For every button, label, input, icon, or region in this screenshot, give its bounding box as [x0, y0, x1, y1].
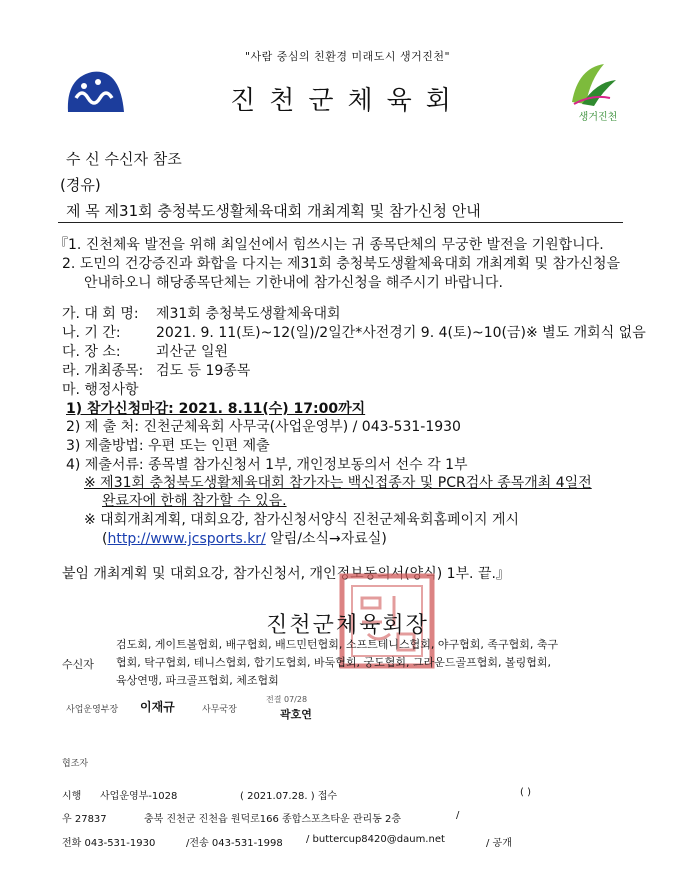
attachment-line: 붙임 개최계획 및 대회요강, 참가신청서, 개인정보동의서(양식) 1부. 끝.』	[62, 566, 510, 582]
admin-note-vaccine-cont: 완료자에 한해 참가할 수 있음.	[102, 493, 287, 509]
approval-role-2: 사무국장	[202, 705, 237, 715]
item-label: 라. 개최종목:	[62, 363, 144, 379]
footer-doc-label: 시행	[62, 791, 82, 802]
slogan: "사람 중심의 친환경 미래도시 생거진천"	[244, 50, 451, 63]
recipient-value: 수신자 참조	[104, 150, 182, 168]
admin-deadline: 1) 참가신청마감: 2021. 8.11(수) 17:00까지	[66, 401, 366, 417]
logo-text: 생거진천	[578, 112, 618, 123]
organization-title: 진천군체육회	[230, 86, 465, 116]
approval-role-1: 사업운영부장	[66, 705, 119, 715]
admin-method: 3) 제출방법: 우편 또는 인편 제출	[66, 438, 270, 454]
item-event-name	[62, 303, 341, 323]
paren-open: (	[102, 531, 108, 547]
approval-date: 전결 07/28	[266, 695, 308, 704]
item-venue	[62, 341, 228, 361]
admin-note-vaccine: ※ 제31회 충청북도생활체육대회 참가자는 백신접종자 및 PCR검사 종목개최 4일전	[84, 475, 592, 491]
item-value: 검도 등 19종목	[156, 363, 251, 379]
saenggeo-jincheon-logo-icon	[552, 58, 632, 128]
footer-phone: 전화 043-531-1930	[62, 838, 156, 849]
item-period	[62, 322, 646, 342]
admin-note-homepage: ※ 대회개최계획, 대회요강, 참가신청서양식 진천군체육회홈페이지 게시	[84, 512, 520, 528]
item-label: 나. 기 간:	[62, 325, 121, 341]
subject-line	[66, 200, 481, 221]
recipients-label: 수신자	[62, 658, 94, 671]
footer-doc-date: ( 2021.07.28. ) 접수	[240, 791, 338, 802]
subject-label: 제 목	[66, 202, 100, 220]
admin-docs: 4) 제출서류: 종목별 참가신청서 1부, 개인정보동의서 선수 각 1부	[66, 457, 468, 473]
item-admin	[62, 379, 139, 399]
paragraph-2: 2. 도민의 건강증진과 화합을 다지는 제31회 충청북도생활체육대회 개최계획 및 참가신청을	[62, 256, 621, 272]
item-label: 다. 장 소:	[62, 344, 121, 360]
recipients-line: 협회, 탁구협회, 테니스협회, 합기도협회, 바둑협회, 궁도협회, 그라운드골프협회, 볼링협회,	[116, 656, 551, 669]
item-sports	[62, 360, 250, 380]
footer-address: 충북 진천군 진천읍 원덕로166 종합스포츠타운 관리동 2층	[144, 814, 402, 825]
paragraph-2-cont: 안내하오니 해당종목단체는 기한내에 참가신청을 해주시기 바랍니다.	[84, 275, 503, 291]
footer-receipt: ( )	[520, 787, 531, 798]
recipient-label: 수 신	[66, 150, 100, 168]
item-label: 마. 행정사항	[62, 382, 139, 398]
item-value: 2021. 9. 11(토)~12(일)/2일간*사전경기 9. 4(토)~10(금)※ 별도 개회식 없음	[156, 325, 646, 341]
approval-name-1: 이재규	[140, 700, 175, 714]
item-value: 제31회 충청북도생활체육대회	[156, 306, 341, 322]
homepage-path: 알림/소식→자료실)	[265, 531, 387, 547]
admin-submit-to: 2) 제 출 처: 진천군체육회 사무국(사업운영부) / 043-531-1930	[66, 419, 461, 435]
footer-email[interactable]: / buttercup8420@daum.net	[306, 834, 445, 845]
footer-fax: /전송 043-531-1998	[186, 838, 283, 849]
sender-name: 진천군체육회장	[266, 613, 429, 638]
recipients-list	[116, 636, 636, 690]
recipients-line: 검도회, 게이트볼협회, 배구협회, 배드민턴협회, 소프트테니스협회, 야구협회, 족구협회, 축구	[116, 638, 559, 651]
recipients-line: 육상연맹, 파크골프협회, 체조협회	[116, 674, 279, 687]
footer-public: / 공개	[486, 838, 512, 849]
footer-address-slash: /	[456, 810, 460, 821]
via-line: (경유)	[60, 176, 101, 194]
approval-name-2: 곽호연	[280, 708, 312, 721]
homepage-link[interactable]: http://www.jcsports.kr/	[107, 531, 266, 547]
footer-zip: 우 27837	[62, 814, 107, 825]
item-value: 괴산군 일원	[156, 344, 229, 360]
footer-doc-number: 사업운영부-1028	[100, 791, 178, 802]
item-label: 가. 대 회 명:	[62, 306, 139, 322]
header-divider	[58, 222, 623, 223]
cooperator-label: 협조자	[62, 759, 89, 769]
subject-value: 제31회 충청북도생활체육대회 개최계획 및 참가신청 안내	[104, 202, 481, 220]
homepage-line	[102, 528, 387, 548]
recipient-line	[66, 148, 182, 169]
paragraph-1: 『1. 진천체육 발전을 위해 최일선에서 힘쓰시는 귀 종목단체의 무궁한 발전을 기원합니다.	[54, 237, 604, 253]
